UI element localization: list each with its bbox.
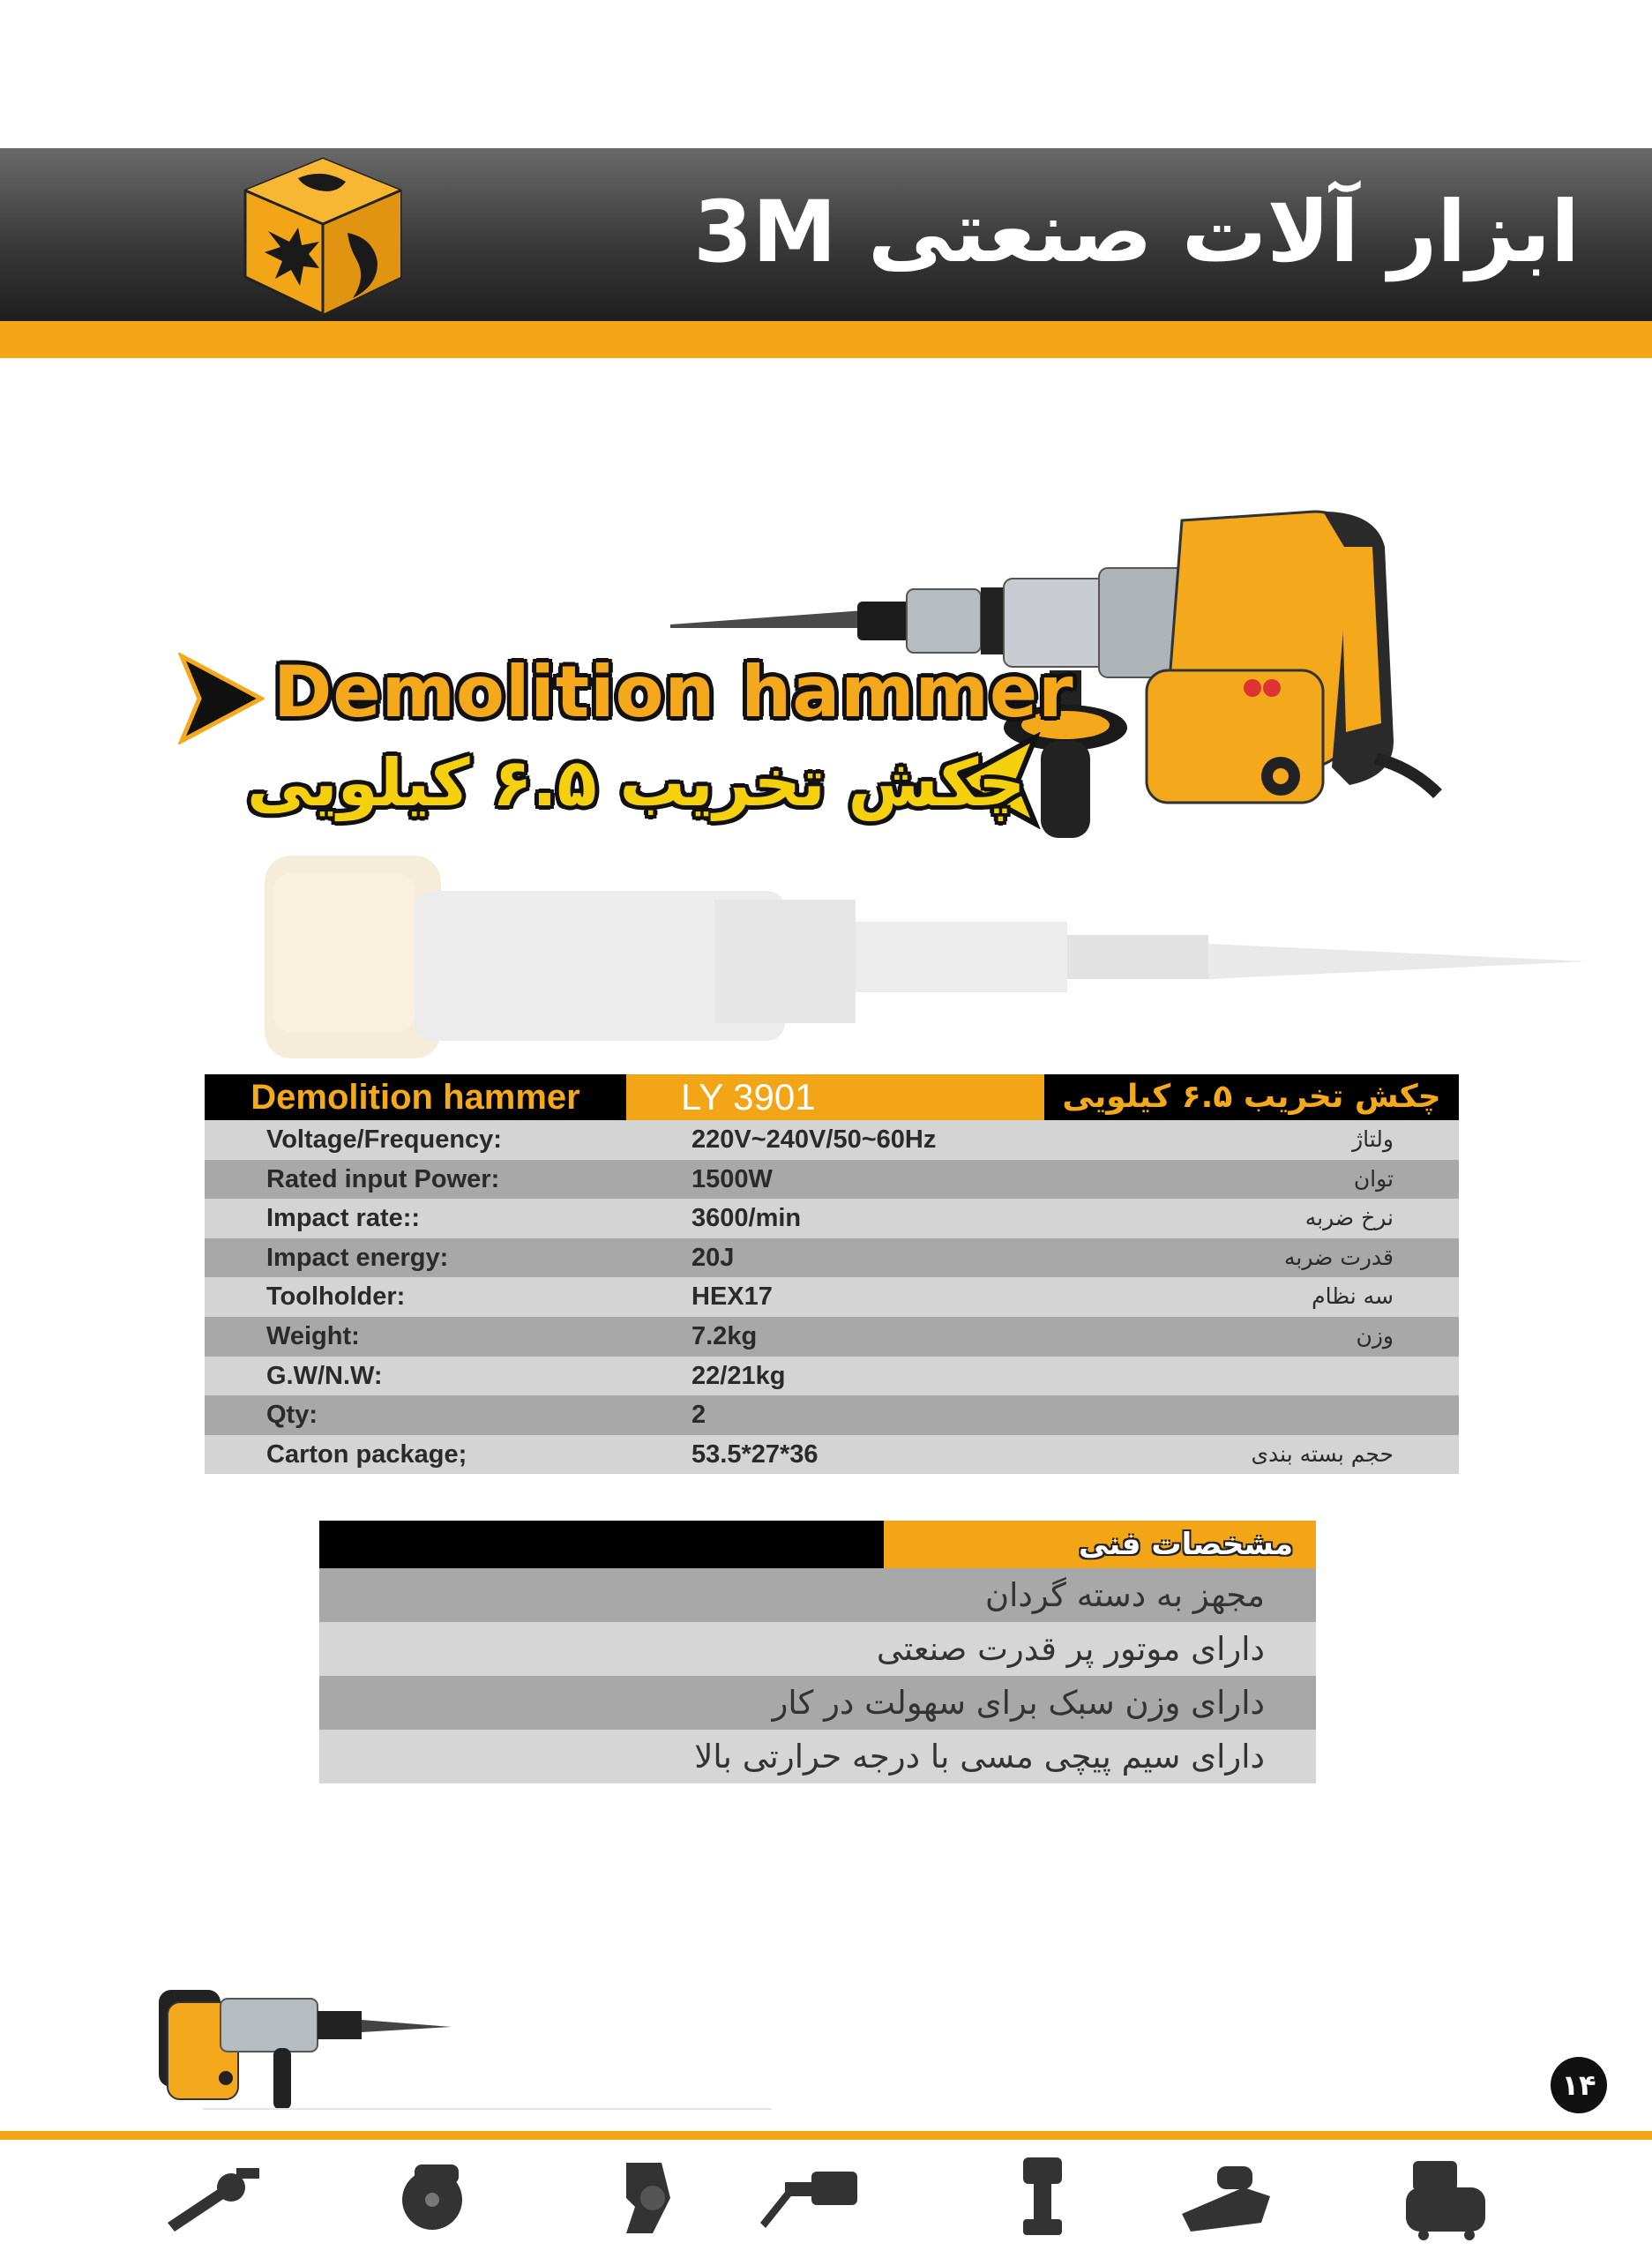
spec-label: Rated input Power: bbox=[266, 1164, 500, 1193]
spec-label-fa: سه نظام bbox=[1312, 1283, 1394, 1310]
arrow-right-icon bbox=[176, 653, 265, 744]
list-item bbox=[319, 1568, 1316, 1622]
table-row bbox=[205, 1160, 1459, 1200]
spec-label: G.W/N.W: bbox=[266, 1361, 383, 1390]
table-row bbox=[205, 1199, 1459, 1238]
spec-value: HEX17 bbox=[691, 1282, 773, 1312]
3m-cube-logo-icon bbox=[236, 152, 409, 319]
list-item bbox=[319, 1622, 1316, 1676]
list-item bbox=[319, 1730, 1316, 1783]
spec-label-fa: ولتاژ bbox=[1352, 1126, 1394, 1152]
divider bbox=[203, 2108, 772, 2110]
spec-header-en: Demolition hammer bbox=[205, 1074, 626, 1120]
header-accent-stripe bbox=[0, 321, 1652, 358]
spec-value: 22/21kg bbox=[691, 1361, 786, 1390]
feature-text: دارای موتور پر قدرت صنعتی bbox=[876, 1630, 1265, 1668]
spec-header-fa: چکش تخریب ۶.۵ کیلویی bbox=[1044, 1074, 1459, 1120]
spec-value: 1500W bbox=[691, 1164, 773, 1193]
spec-label: Weight: bbox=[266, 1321, 360, 1350]
features-header bbox=[319, 1521, 1316, 1568]
spec-label: Qty: bbox=[266, 1401, 318, 1430]
hero-title-en: Demolition hammer bbox=[273, 651, 1074, 733]
features-box bbox=[319, 1521, 1316, 1783]
table-row bbox=[205, 1435, 1459, 1475]
spec-label-fa: نرخ ضربه bbox=[1304, 1205, 1394, 1231]
spec-label: Voltage/Frequency: bbox=[266, 1125, 502, 1154]
spec-value: 220V~240V/50~60Hz bbox=[691, 1125, 937, 1154]
planer-icon bbox=[1173, 2152, 1279, 2240]
table-row bbox=[205, 1357, 1459, 1396]
table-row bbox=[205, 1277, 1459, 1317]
list-item bbox=[319, 1676, 1316, 1730]
features-title: مشخصات فنی bbox=[1079, 1527, 1293, 1562]
feature-text: دارای وزن سبک برای سهولت در کار bbox=[772, 1684, 1265, 1722]
spec-label: Impact energy: bbox=[266, 1243, 449, 1272]
feature-text: مجهز به دسته گردان bbox=[984, 1576, 1265, 1614]
table-row bbox=[205, 1120, 1459, 1160]
page-title: ابزار آلات صنعتی 3M bbox=[693, 183, 1580, 281]
footer-accent-stripe bbox=[0, 2131, 1652, 2140]
spec-value: 7.2kg bbox=[691, 1321, 758, 1350]
cut-off-saw-icon bbox=[600, 2152, 706, 2240]
hero-title-fa: چکش تخریب ۶.۵ کیلویی bbox=[247, 745, 1026, 821]
spec-table bbox=[205, 1074, 1459, 1474]
spec-value: 20J bbox=[691, 1243, 735, 1272]
rotary-hammer-icon bbox=[988, 2152, 1094, 2240]
faded-drill-image bbox=[238, 838, 1596, 1067]
page-number: ۱۴ bbox=[1551, 2057, 1607, 2113]
circular-saw-icon bbox=[379, 2152, 485, 2240]
spec-label-fa: حجم بسته بندی bbox=[1251, 1440, 1394, 1467]
table-row bbox=[205, 1238, 1459, 1278]
table-row bbox=[205, 1395, 1459, 1435]
table-row bbox=[205, 1317, 1459, 1357]
spec-label-fa: قدرت ضربه bbox=[1283, 1244, 1394, 1270]
footer-tool-icons bbox=[0, 2152, 1652, 2240]
spec-label-fa: وزن bbox=[1356, 1322, 1394, 1349]
spec-label: Toolholder: bbox=[266, 1282, 406, 1312]
spec-label-fa: توان bbox=[1353, 1165, 1394, 1192]
spec-label: Carton package; bbox=[266, 1439, 467, 1469]
angle-grinder-icon bbox=[159, 2152, 265, 2240]
spec-value: 53.5*27*36 bbox=[691, 1439, 819, 1469]
jackhammer-icon bbox=[759, 2152, 864, 2240]
spec-label: Impact rate:: bbox=[266, 1204, 421, 1233]
spec-table-header bbox=[205, 1074, 1459, 1120]
air-compressor-icon bbox=[1394, 2152, 1499, 2240]
feature-text: دارای سیم پیچی مسی با درجه حرارتی بالا bbox=[694, 1738, 1265, 1776]
small-drill-image bbox=[141, 1972, 459, 2122]
spec-header-model: LY 3901 bbox=[626, 1074, 1251, 1120]
spec-value: 2 bbox=[691, 1401, 706, 1430]
spec-value: 3600/min bbox=[691, 1204, 802, 1233]
